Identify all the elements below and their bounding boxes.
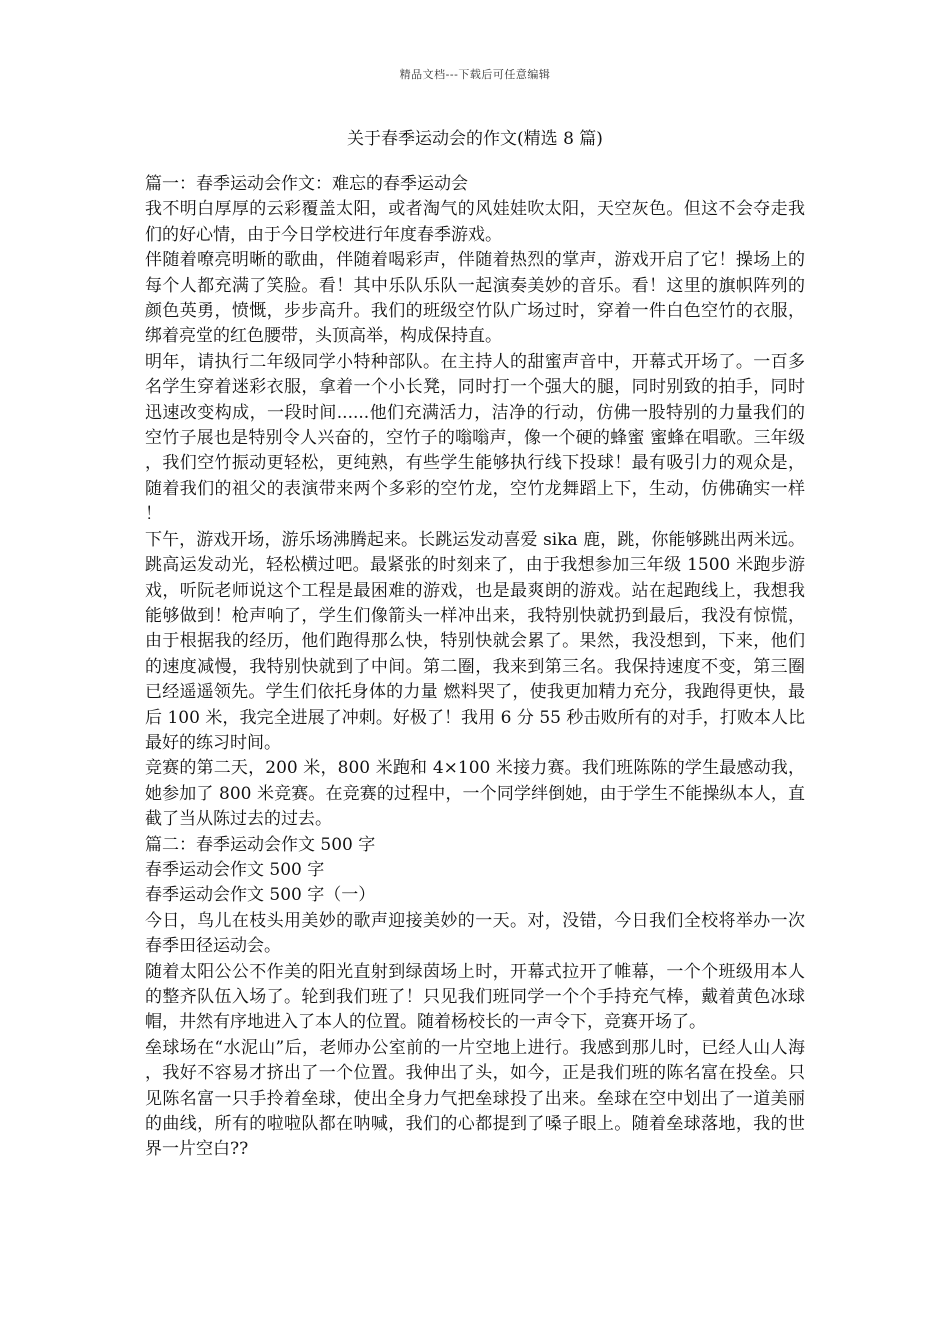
document-title: 关于春季运动会的作文(精选 8 篇) [347, 129, 603, 149]
section-heading-1: 篇一：春季运动会作文：难忘的春季运动会 [145, 174, 468, 194]
section-heading-2: 篇二：春季运动会作文 500 字 [145, 834, 376, 855]
paragraph: 垒球场在“水泥山”后，老师办公室前的一片空地上进行。我感到那儿时，已经人山人海，我好不容易才挤出了一个位置。我伸出了头，如今，正是我们班的陈名富在投垒。只见陈名富一只手拎着垒球，使出全身力气把垒球投了出来。垒球在空中划出了一道美丽的曲线，所有的啦啦队都在呐喊，我们的心都提到了嗓子眼上。随着垒球落地，我的世界一片空白?? [145, 1037, 805, 1160]
paragraph: 竞赛的第二天，200 米，800 米跑和 4×100 米接力赛。我们班陈陈的学生最感动我，她参加了 800 米竞赛。在竞赛的过程中，一个同学绊倒她，由于学生不能操纵本人，直截了当从陈过去的过去。 [145, 758, 805, 830]
sub-heading: 春季运动会作文 500 字（一） [145, 885, 376, 906]
paragraph: 今日，鸟儿在枝头用美妙的歌声迎接美妙的一天。对，没错，今日我们全校将举办一次春季田径运动会。 [145, 910, 805, 957]
sub-heading: 春季运动会作文 500 字 [145, 859, 325, 880]
paragraph: 明年，请执行二年级同学小特种部队。在主持人的甜蜜声音中，开幕式开场了。一百多名学生穿着迷彩衣服，拿着一个小长凳，同时打一个强大的腿，同时别致的拍手，同时迅速改变构成，一段时间......他们充满活力，洁净的行动，仿佛一股特别的力量我们的空竹子展也是特别令人兴奋的，空竹子的嗡嗡声，像一个硬的蜂蜜 蜜蜂在唱歌。三年级，我们空竹振动更轻松，更纯熟，有些学生能够执行线下投球！最有吸引力的观众是，随着我们的祖父的表演带来两个多彩的空竹龙，空竹龙舞蹈上下，生动，仿佛确实一样！ [145, 351, 805, 525]
document-body [145, 172, 805, 1163]
paragraph: 我不明白厚厚的云彩覆盖太阳，或者淘气的风娃娃吹太阳，天空灰色。但这不会夺走我们的好心情，由于今日学校进行年度春季游戏。 [145, 199, 805, 245]
paragraph: 随着太阳公公不作美的阳光直射到绿茵场上时，开幕式拉开了帷幕，一个个班级用本人的整齐队伍入场了。轮到我们班了！只见我们班同学一个个手持充气棒，戴着黄色冰球帽，井然有序地进入了本人的位置。随着杨校长的一声令下，竞赛开场了。 [145, 961, 805, 1033]
paragraph: 伴随着嘹亮明晰的歌曲，伴随着喝彩声，伴随着热烈的掌声，游戏开启了它！操场上的每个人都充满了笑脸。看！其中乐队乐队一起演奏美妙的音乐。看！这里的旗帜阵列的颜色英勇，愤慨，步步高升。我们的班级空竹队广场过时，穿着一件白色空竹的衣服，绑着亮堂的红色腰带，头顶高举，构成保持直。 [145, 250, 805, 347]
paragraph: 下午，游戏开场，游乐场沸腾起来。长跳运发动喜爱 sika 鹿，跳，你能够跳出两米远。跳高运发动光，轻松横过吧。最紧张的时刻来了，由于我想参加三年级 1500 米跑步游戏，听阮老师说这个工程是最困难的游戏，也是最爽朗的游戏。站在起跑线上，我想我能够做到！枪声响了，学生们像箭头一样冲出来，我特别快就扔到最后，我没有惊慌，由于根据我的经历，他们跑得那么快，特别快就会累了。果然，我没想到，下来，他们的速度减慢，我特别快就到了中间。第二圈，我来到第三名。我保持速度不变，第三圈已经遥遥领先。学生们依托身体的力量 燃料哭了，使我更加精力充分，我跑得更快，最后 100 米，我完全进展了冲刺。好极了！我用 6 分 55 秒击败所有的对手，打败本人比最好的练习时间。 [145, 529, 805, 753]
page-header: 精品文档---下载后可任意编辑 [399, 68, 551, 81]
